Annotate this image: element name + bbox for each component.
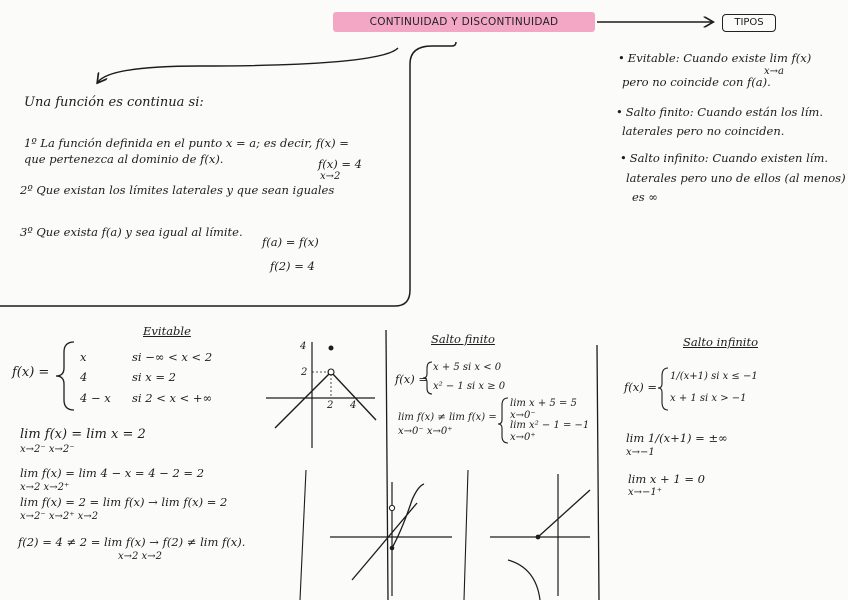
page-title: CONTINUIDAD Y DISCONTINUIDAD — [333, 12, 595, 32]
tipo-salto-infinito-end: es ∞ — [632, 190, 658, 204]
graph1-x-tick-2: 2 — [327, 400, 334, 411]
divider-1 — [386, 330, 388, 600]
infinito-case1: 1/(x+1) si x ≤ −1 — [670, 371, 758, 382]
condition-3: 3º Que exista f(a) y sea igual al límite. — [20, 225, 243, 239]
heading-salto-infinito: Salto infinito — [683, 335, 758, 349]
evitable-conclusion: f(2) = 4 ≠ 2 = lim f(x) → f(2) ≠ lim f(x). — [18, 535, 246, 549]
brace-infinito — [658, 368, 668, 410]
finito-r1-sub: x→0⁻ — [510, 410, 536, 421]
evitable-lim3-sub: x→2⁻ x→2⁺ x→2 — [20, 511, 99, 522]
finito-lim-sub: x→0⁻ x→0⁺ — [398, 426, 453, 437]
infinito-lim1: lim 1/(x+1) = ±∞ — [626, 431, 728, 445]
condition-3-eq2: f(2) = 4 — [270, 259, 315, 273]
evitable-case1-expr: x — [80, 350, 87, 364]
finito-fx: f(x) = — [395, 372, 429, 386]
evitable-fx: f(x) = — [12, 365, 50, 380]
arrow-to-definition — [98, 48, 398, 82]
graph1-y-tick-2: 2 — [301, 367, 308, 378]
evitable-case3-cond: si 2 < x < +∞ — [132, 391, 213, 405]
heading-salto-finito: Salto finito — [431, 332, 495, 346]
tipo-evitable-sub: x→a — [764, 66, 784, 77]
evitable-conclusion-sub: x→2 x→2 — [118, 551, 162, 562]
tipo-salto-infinito-cont: laterales pero uno de ellos (al menos) — [626, 171, 846, 185]
infinito-lim2-sub: x→−1⁺ — [628, 487, 663, 498]
infinito-fx: f(x) = — [624, 380, 658, 394]
definition-frame — [0, 42, 456, 306]
evitable-lim1-sub: x→2⁻ x→2⁻ — [20, 444, 75, 455]
graph-evitable — [266, 342, 376, 448]
tipo-salto-infinito: • Salto infinito: Cuando existen lím. — [620, 152, 828, 165]
divider-small-2 — [464, 470, 468, 600]
infinito-lim2: lim x + 1 = 0 — [628, 472, 705, 486]
evitable-lim3: lim f(x) = 2 = lim f(x) → lim f(x) = 2 — [20, 495, 228, 509]
graph1-x-tick-4: 4 — [350, 400, 357, 411]
finito-r2-sub: x→0⁺ — [510, 432, 536, 443]
finito-case2: x² − 1 si x ≥ 0 — [433, 381, 506, 392]
graph1-y-tick-4: 4 — [300, 341, 307, 352]
finito-r2: lim x² − 1 = −1 — [510, 420, 590, 431]
evitable-case2-expr: 4 — [80, 370, 88, 384]
condition-2: 2º Que existan los límites laterales y que sean iguales — [20, 183, 335, 197]
infinito-lim1-sub: x→−1 — [626, 447, 655, 458]
finito-lim-line: lim f(x) ≠ lim f(x) = — [398, 412, 497, 423]
tipos-box: TIPOS — [722, 14, 776, 32]
infinito-case2: x + 1 si x > −1 — [670, 393, 747, 404]
tipo-evitable: • Evitable: Cuando existe lim f(x) — [618, 52, 811, 65]
condition-1-limit: f(x) = 4 — [318, 157, 362, 171]
divider-small-1 — [300, 470, 306, 600]
evitable-case1-cond: si −∞ < x < 2 — [132, 350, 213, 364]
graph-salto-infinito — [490, 474, 590, 600]
evitable-case3-expr: 4 − x — [80, 391, 111, 405]
brace-finito-lim — [498, 398, 508, 443]
divider-2 — [597, 345, 599, 600]
evitable-lim2: lim f(x) = lim 4 − x = 4 − 2 = 2 — [20, 466, 205, 480]
evitable-lim2-sub: x→2 x→2⁺ — [20, 482, 70, 493]
heading-evitable: Evitable — [143, 324, 191, 338]
tipo-salto-finito: • Salto finito: Cuando están los lím. — [616, 106, 823, 119]
brace-evitable — [56, 342, 74, 410]
evitable-lim1: lim f(x) = lim x = 2 — [20, 427, 146, 442]
condition-1: 1º La función definida en el punto x = a; es decir, f(x) = — [24, 136, 349, 150]
condition-1-limit-sub: x→2 — [320, 171, 341, 182]
finito-r1: lim x + 5 = 5 — [510, 398, 577, 409]
finito-case1: x + 5 si x < 0 — [433, 362, 502, 373]
condition-3-eq1: f(a) = f(x) — [262, 235, 319, 249]
tipo-evitable-cont: pero no coincide con f(a). — [622, 75, 771, 89]
evitable-case2-cond: si x = 2 — [132, 370, 176, 384]
definition-intro: Una función es continua si: — [24, 95, 204, 110]
graph-salto-finito — [330, 482, 452, 596]
condition-1-cont: que pertenezca al dominio de f(x). — [24, 152, 224, 166]
tipo-salto-finito-cont: laterales pero no coinciden. — [622, 124, 785, 138]
